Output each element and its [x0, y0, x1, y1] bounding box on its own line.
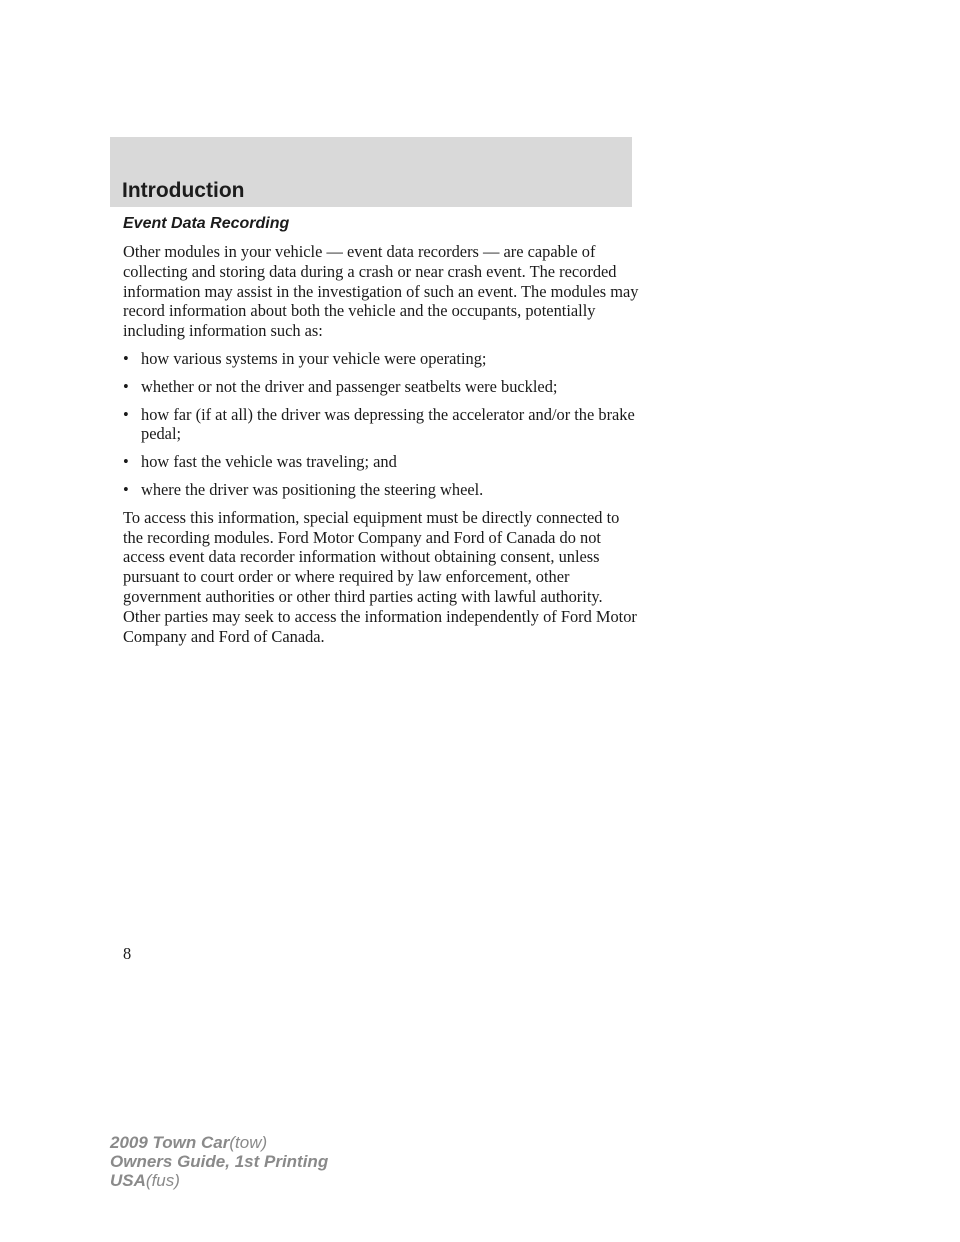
bullet-icon: • — [123, 404, 129, 424]
intro-paragraph: Other modules in your vehicle — event data recorders — are capable of collecting and storing data during a crash or near crash event. The recorded information may assist in the investigation of such an event. The modules may record information about both the vehicle and the occupants, potentially including information such as: — [123, 242, 639, 341]
footer-line-model — [110, 1133, 328, 1152]
list-item-text: how far (if at all) the driver was depressing the accelerator and/or the brake pedal; — [141, 404, 635, 444]
list-item — [123, 377, 643, 397]
recorded-data-list — [123, 349, 643, 500]
list-item-text: how fast the vehicle was traveling; and — [141, 452, 397, 472]
list-item-text: how various systems in your vehicle were operating; — [141, 348, 487, 368]
bullet-icon: • — [123, 452, 129, 472]
footer-market: USA — [110, 1171, 146, 1190]
closing-paragraph: To access this information, special equipment must be directly connected to the recording modules. Ford Motor Company and Ford of Canada do not access event data recorder information without obtaining consent, unless pursuant to court order or where required by law enforcement, other government authorities or other third parties acting with lawful authority. Other parties may seek to access the information independently of Ford Motor Company and Ford of Canada. — [123, 507, 637, 646]
footer-market-code: (fus) — [145, 1171, 180, 1190]
page-number: 8 — [123, 944, 132, 963]
bullet-icon: • — [123, 348, 129, 368]
list-item-text: where the driver was positioning the steering wheel. — [141, 479, 484, 499]
subsection-heading: Event Data Recording — [123, 215, 290, 232]
footer-guide-edition: Owners Guide, 1st Printing — [110, 1152, 329, 1171]
section-header-band — [110, 137, 632, 207]
list-item — [123, 349, 643, 369]
footer-line-market — [110, 1171, 328, 1190]
section-title: Introduction — [122, 179, 245, 202]
list-item — [123, 405, 643, 445]
list-item — [123, 480, 643, 500]
footer-model-code: (tow) — [229, 1133, 268, 1152]
footer-model: 2009 Town Car — [110, 1133, 230, 1152]
list-item — [123, 452, 643, 472]
document-footer — [110, 1133, 328, 1190]
list-item-text: whether or not the driver and passenger seatbelts were buckled; — [141, 376, 558, 396]
page-content — [123, 213, 643, 654]
footer-line-guide — [110, 1152, 328, 1171]
bullet-icon: • — [123, 479, 129, 499]
bullet-icon: • — [123, 376, 129, 396]
